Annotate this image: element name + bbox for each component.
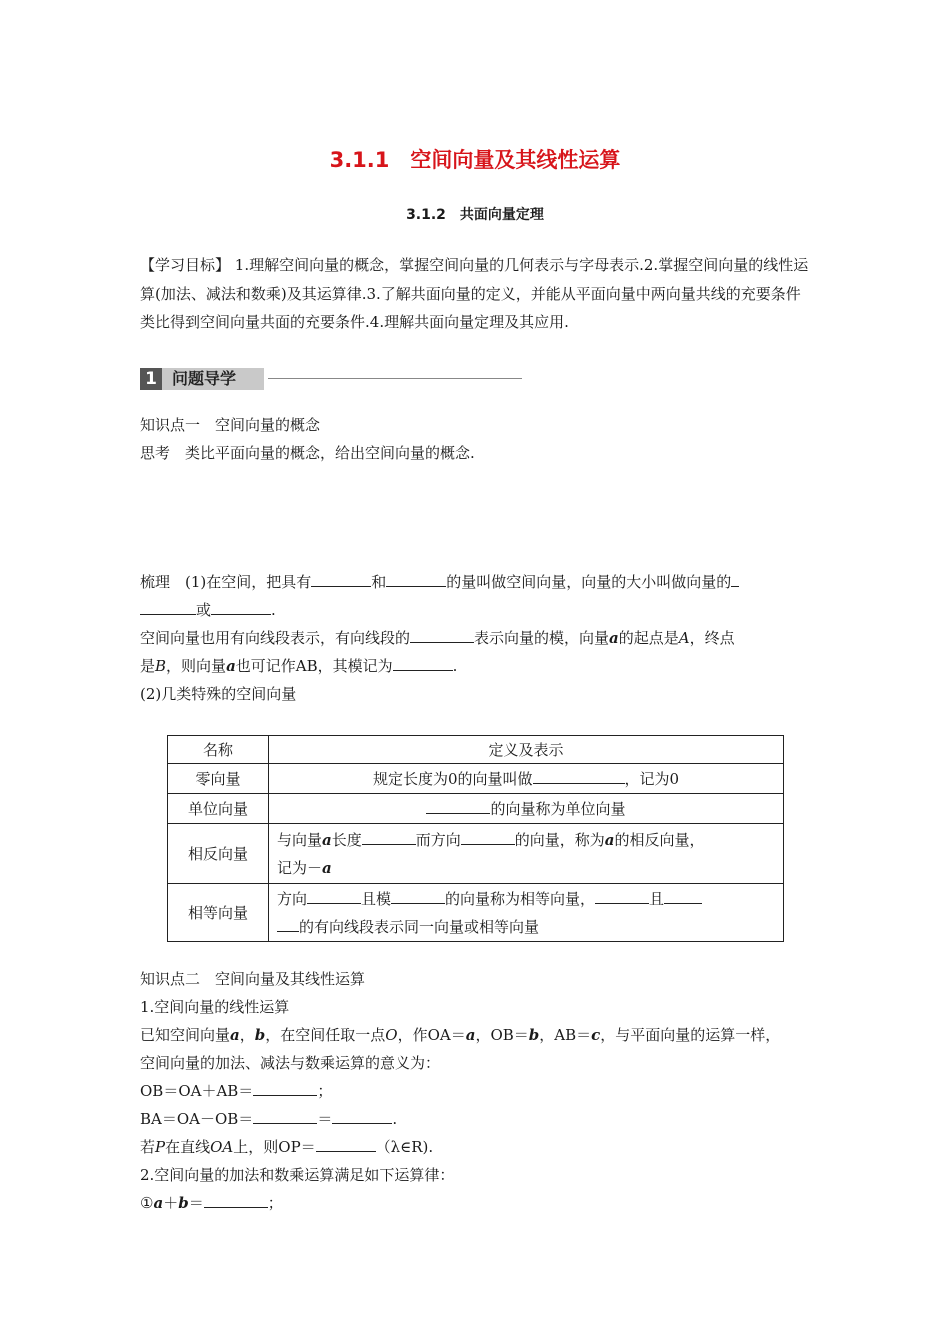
formula-1 bbox=[140, 1080, 332, 1101]
text: ，OB＝ bbox=[475, 1026, 529, 1044]
text: 记为－ bbox=[277, 858, 323, 877]
text: 且 bbox=[649, 889, 665, 908]
fill-blank[interactable] bbox=[664, 888, 702, 904]
text: 梳理 (1)在空间，把具有 bbox=[140, 573, 312, 591]
section-badge bbox=[140, 368, 264, 390]
text: BA＝OA－OB＝ bbox=[140, 1110, 254, 1128]
row-def bbox=[269, 794, 784, 824]
table-row bbox=[168, 794, 784, 824]
text: ，终点 bbox=[689, 629, 735, 647]
fill-blank[interactable] bbox=[393, 655, 453, 671]
objectives-text: 1.理解空间向量的概念，掌握空间向量的几何表示与字母表示.2.掌握空间向量的线性运算(加法、减法和数乘)及其运算律.3.了解共面向量的定义，并能从平面向量中两向量共线的充要条件类比得到空间向量共面的充要条件.4.理解共面向量定理及其应用. bbox=[140, 256, 809, 331]
text: 的有向线段表示同一向量或相等向量 bbox=[299, 917, 540, 936]
text: ，与平面向量的运算一样， bbox=[600, 1026, 781, 1044]
table-row bbox=[168, 736, 784, 764]
sort-line-1 bbox=[140, 571, 739, 592]
fill-blank[interactable] bbox=[307, 888, 361, 904]
text: 规定长度为0的向量叫做 bbox=[372, 770, 533, 788]
text: ； bbox=[267, 1194, 283, 1212]
text: 而方向 bbox=[415, 830, 461, 849]
fill-blank[interactable] bbox=[391, 888, 445, 904]
text: ① bbox=[140, 1194, 154, 1212]
text: ，AB＝ bbox=[539, 1026, 592, 1044]
text: 的向量称为单位向量 bbox=[490, 800, 626, 818]
formula-3 bbox=[140, 1136, 433, 1157]
text: 长度 bbox=[331, 830, 362, 849]
text: . bbox=[452, 657, 458, 675]
text: ， bbox=[239, 1026, 255, 1044]
vector-symbol: b bbox=[254, 1026, 266, 1044]
text: ，记为0 bbox=[624, 770, 680, 788]
sort-line-3 bbox=[140, 627, 735, 648]
fill-blank[interactable] bbox=[426, 798, 490, 814]
point-symbol: P bbox=[155, 1138, 166, 1156]
fill-blank[interactable] bbox=[386, 571, 446, 587]
fill-blank[interactable] bbox=[204, 1192, 268, 1208]
text: 的起点是 bbox=[618, 629, 679, 647]
learning-objectives bbox=[140, 251, 812, 337]
vector-symbol: b bbox=[178, 1194, 189, 1212]
law-1 bbox=[140, 1192, 283, 1213]
text: 是 bbox=[140, 657, 156, 675]
table-row bbox=[168, 884, 784, 942]
text: 方向 bbox=[277, 889, 308, 908]
fill-blank[interactable] bbox=[362, 829, 416, 845]
vector-symbol: a bbox=[153, 1194, 164, 1212]
point-symbol: A bbox=[678, 629, 690, 647]
kp1-heading: 知识点一 空间向量的概念 bbox=[140, 416, 321, 434]
fill-blank[interactable] bbox=[332, 1108, 392, 1124]
vector-symbol: a bbox=[465, 1026, 476, 1044]
text: OB＝OA＋AB＝ bbox=[140, 1082, 254, 1100]
text: 表示向量的模，向量 bbox=[474, 629, 610, 647]
vector-symbol: a bbox=[322, 830, 332, 849]
text: 空间向量也用有向线段表示，有向线段的 bbox=[140, 629, 411, 647]
vector-symbol: a bbox=[230, 1026, 240, 1044]
special-vectors-table bbox=[167, 735, 784, 942]
text: . bbox=[392, 1110, 398, 1128]
text: 在直线 bbox=[165, 1138, 211, 1156]
text: ＝ bbox=[188, 1194, 204, 1212]
fill-blank[interactable] bbox=[277, 916, 299, 932]
text: 且模 bbox=[361, 889, 392, 908]
row-def bbox=[269, 824, 784, 884]
kp1-think: 思考 类比平面向量的概念，给出空间向量的概念. bbox=[140, 444, 475, 462]
table-row bbox=[168, 764, 784, 794]
point-symbol: B bbox=[155, 657, 167, 675]
fill-blank[interactable] bbox=[410, 627, 474, 643]
fill-blank[interactable] bbox=[253, 1108, 317, 1124]
row-name: 相反向量 bbox=[168, 824, 269, 884]
fill-blank[interactable] bbox=[140, 599, 196, 615]
text: 的向量，称为 bbox=[514, 830, 605, 849]
section-label: 问题导学 bbox=[172, 369, 237, 388]
point-symbol: O bbox=[385, 1026, 398, 1044]
vector-symbol: a bbox=[604, 830, 615, 849]
row-name: 单位向量 bbox=[168, 794, 269, 824]
fill-blank[interactable] bbox=[253, 1080, 317, 1096]
fill-blank[interactable] bbox=[731, 571, 739, 587]
text: 和 bbox=[371, 573, 387, 591]
sort-line-5: (2)几类特殊的空间向量 bbox=[140, 685, 297, 703]
text: （λ∈R). bbox=[375, 1138, 434, 1156]
text: 的量叫做空间向量，向量的大小叫做向量的 bbox=[446, 573, 732, 591]
page-title: 3.1.1 空间向量及其线性运算 bbox=[329, 148, 621, 172]
fill-blank[interactable] bbox=[595, 888, 649, 904]
text: 已知空间向量 bbox=[140, 1026, 231, 1044]
objectives-tag: 【学习目标】 bbox=[140, 256, 231, 274]
kp2-item2: 2.空间向量的加法和数乘运算满足如下运算律： bbox=[140, 1166, 455, 1184]
sort-line-4 bbox=[140, 655, 457, 676]
row-def bbox=[269, 764, 784, 794]
vector-symbol: a bbox=[322, 858, 332, 877]
text: . bbox=[271, 601, 276, 619]
kp2-item1: 1.空间向量的线性运算 bbox=[140, 998, 290, 1016]
line-symbol: OA bbox=[210, 1138, 234, 1156]
fill-blank[interactable] bbox=[211, 599, 271, 615]
fill-blank[interactable] bbox=[461, 829, 515, 845]
text: 的向量称为相等向量， bbox=[445, 889, 596, 908]
section-divider bbox=[268, 378, 522, 379]
text: ，作OA＝ bbox=[397, 1026, 466, 1044]
row-name: 相等向量 bbox=[168, 884, 269, 942]
vector-symbol: a bbox=[226, 657, 236, 675]
fill-blank[interactable] bbox=[311, 571, 371, 587]
text: 与向量 bbox=[277, 830, 323, 849]
table-header-def: 定义及表示 bbox=[269, 736, 784, 764]
table-header-name: 名称 bbox=[168, 736, 269, 764]
text: 或 bbox=[196, 601, 212, 619]
text: ，则向量 bbox=[166, 657, 227, 675]
sort-line-2 bbox=[140, 599, 276, 620]
formula-2 bbox=[140, 1108, 397, 1129]
fill-blank[interactable] bbox=[533, 768, 625, 784]
section-number: 1 bbox=[140, 368, 162, 390]
text: ＋ bbox=[163, 1194, 179, 1212]
kp2-para-1 bbox=[140, 1024, 780, 1045]
text: 也可记作AB，其模记为 bbox=[235, 657, 393, 675]
text: 的相反向量， bbox=[614, 830, 705, 849]
vector-symbol: b bbox=[528, 1026, 540, 1044]
kp2-para-2: 空间向量的加法、减法与数乘运算的意义为： bbox=[140, 1054, 441, 1072]
kp2-heading: 知识点二 空间向量及其线性运算 bbox=[140, 970, 366, 988]
text: ，在空间任取一点 bbox=[265, 1026, 386, 1044]
table-row bbox=[168, 824, 784, 884]
vector-symbol: a bbox=[609, 629, 619, 647]
row-def bbox=[269, 884, 784, 942]
row-name: 零向量 bbox=[168, 764, 269, 794]
text: ； bbox=[317, 1082, 333, 1100]
text: 上，则OP＝ bbox=[233, 1138, 316, 1156]
fill-blank[interactable] bbox=[316, 1136, 376, 1152]
vector-symbol: c bbox=[591, 1026, 601, 1044]
page-subtitle: 3.1.2 共面向量定理 bbox=[406, 207, 544, 223]
text: 若 bbox=[140, 1138, 156, 1156]
text: ＝ bbox=[317, 1110, 333, 1128]
